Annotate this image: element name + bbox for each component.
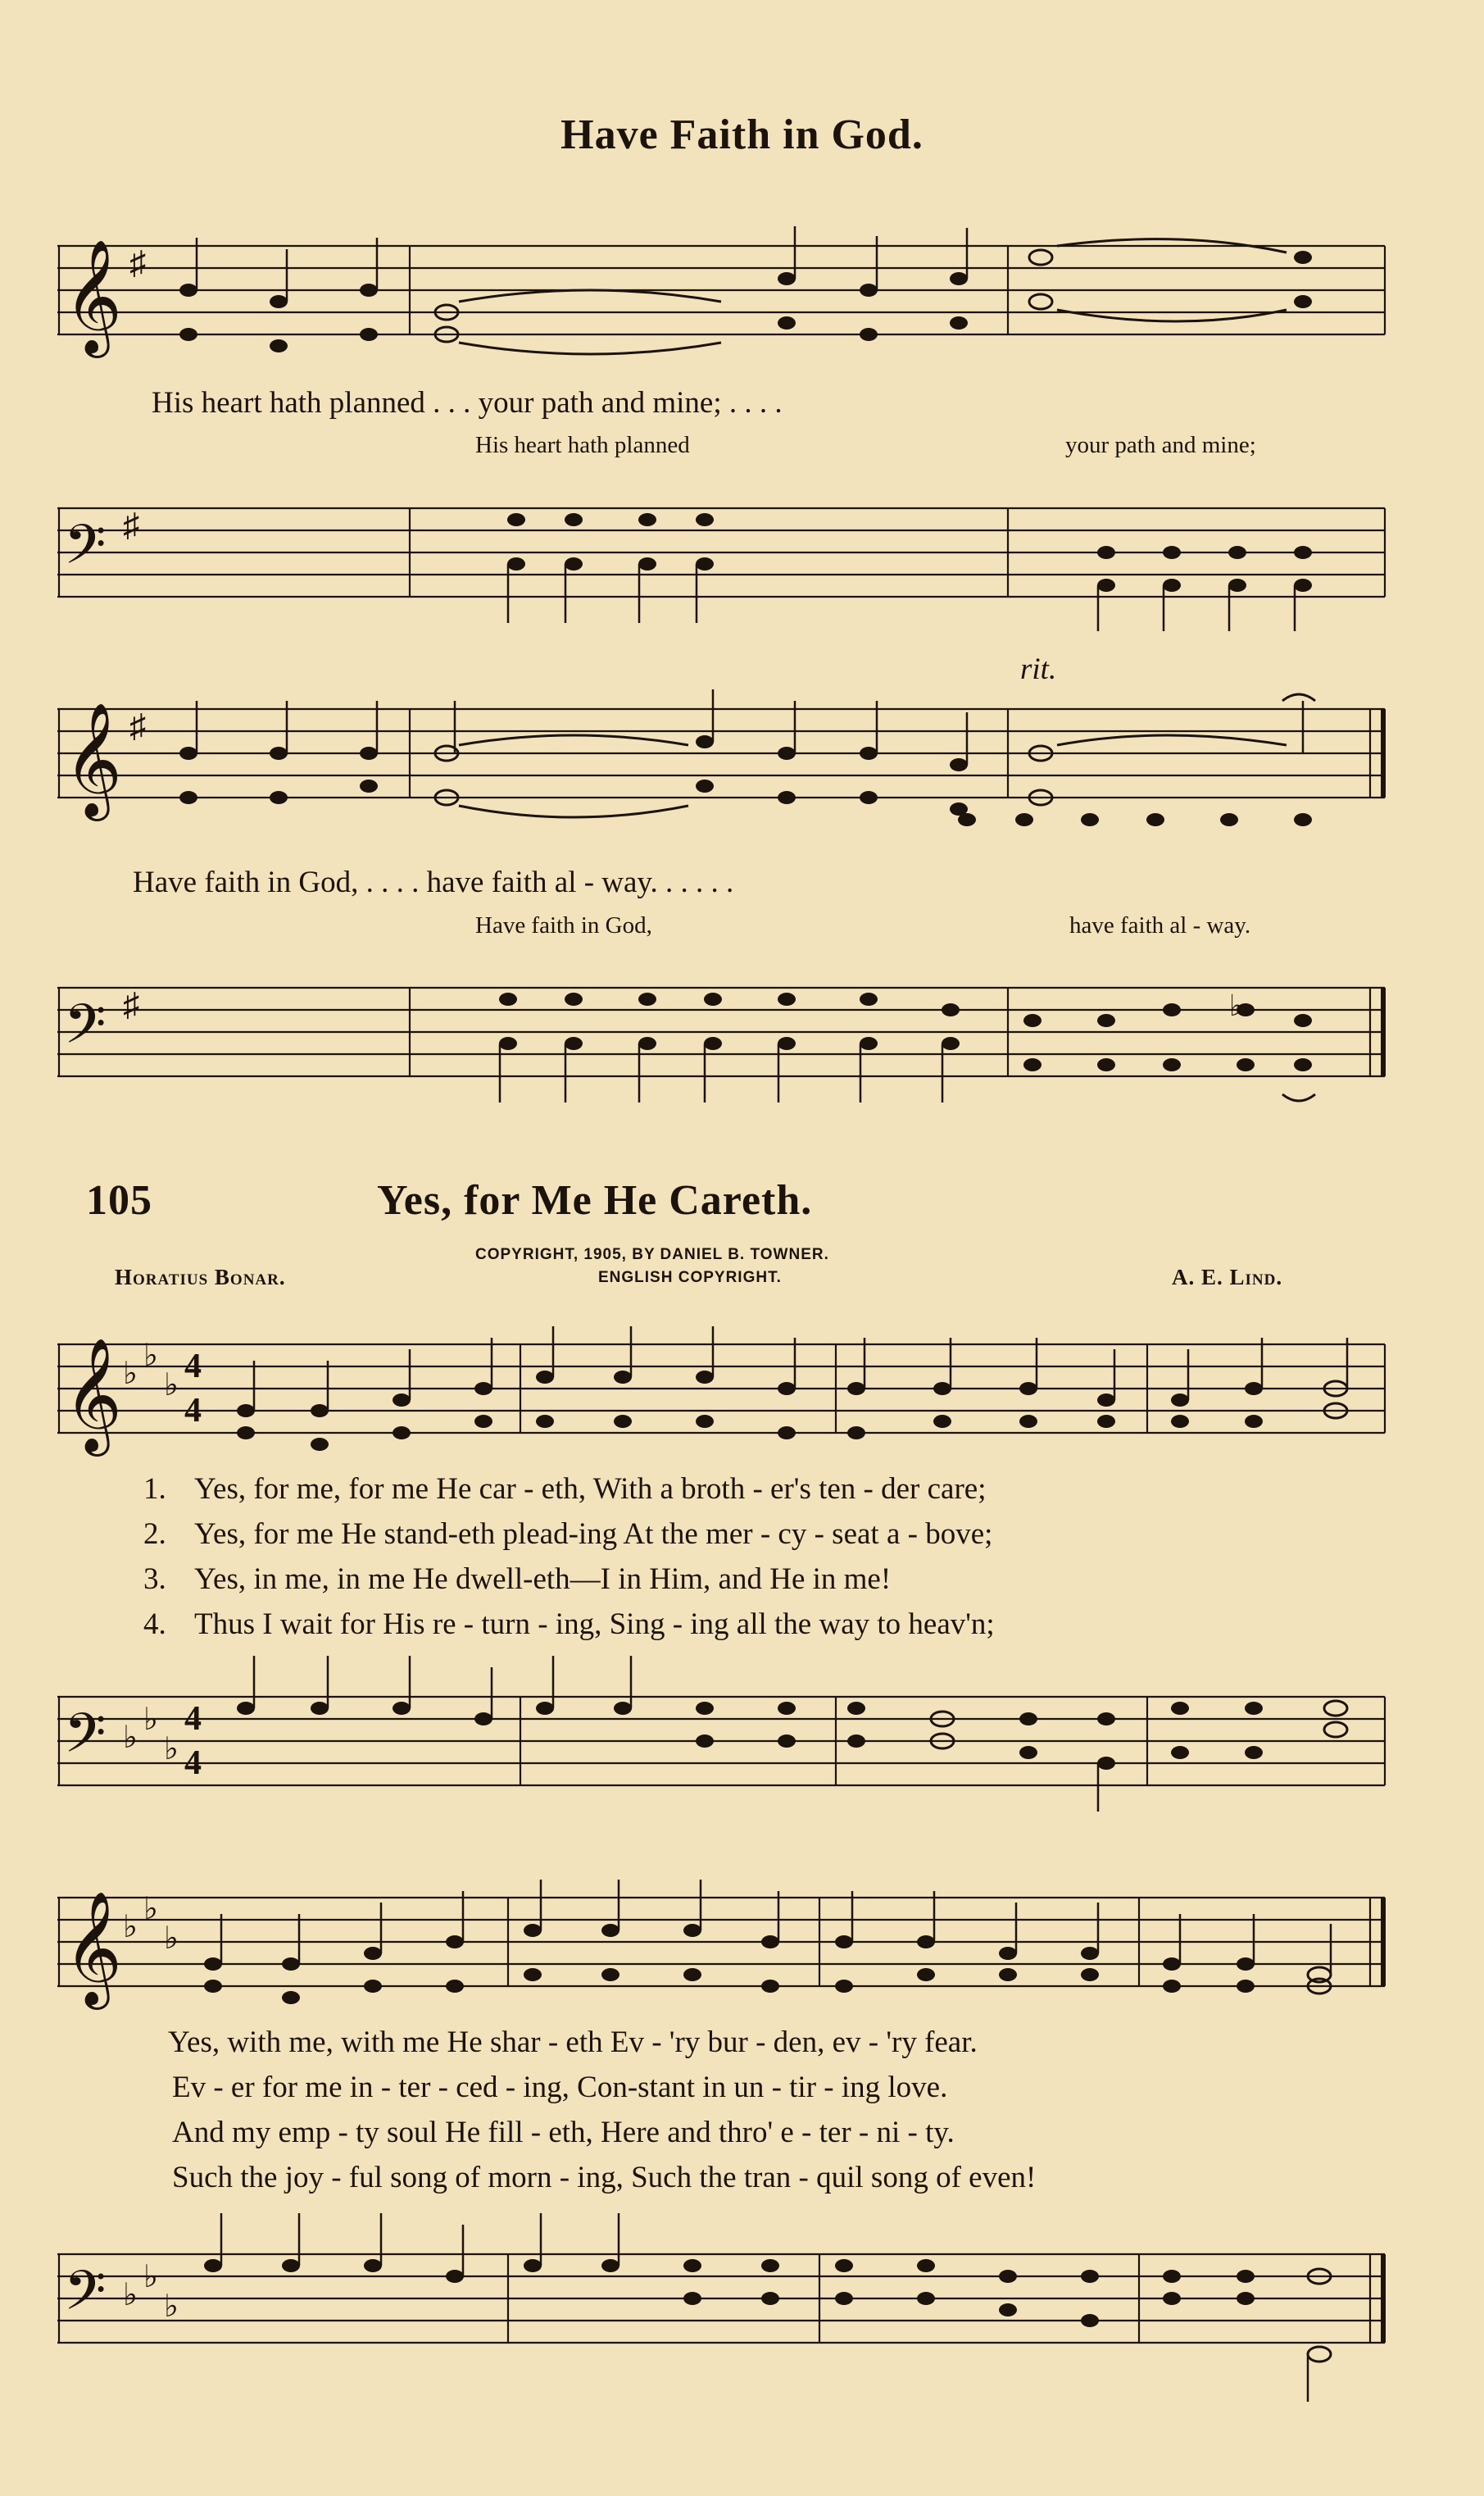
sub-lyric-left-2: Have faith in God, — [475, 912, 652, 939]
svg-text:♯: ♯ — [129, 244, 146, 281]
svg-text:♯: ♯ — [129, 707, 146, 744]
svg-text:♭: ♭ — [123, 2278, 138, 2312]
hymn-title: Yes, for Me He Careth. — [377, 1177, 813, 1224]
svg-text:♭: ♭ — [164, 1368, 179, 1403]
svg-text:♭: ♭ — [164, 1921, 179, 1956]
svg-text:4: 4 — [184, 1744, 202, 1782]
staff-treble-3 — [0, 1336, 1484, 1467]
verse-1-part-2: Yes, with me, with me He shar - eth Ev - 'ry bur - den, ev - 'ry fear. — [168, 2025, 978, 2059]
svg-text:𝄞: 𝄞 — [64, 1894, 122, 2003]
verse-1-part-1: 1. Yes, for me, for me He car - eth, With a broth - er's ten - der care; — [143, 1472, 987, 1506]
svg-text:4: 4 — [184, 1392, 202, 1430]
svg-text:♯: ♯ — [123, 507, 139, 543]
svg-text:♭: ♭ — [143, 1703, 158, 1737]
verse-4-part-2: Such the joy - ful song of morn - ing, Such the tran - quil song of even! — [172, 2161, 1037, 2194]
svg-text:𝄢: 𝄢 — [64, 2262, 107, 2335]
sub-lyric-right-2: have faith al - way. — [1069, 912, 1251, 939]
staff-treble-4 — [0, 1889, 1484, 2021]
svg-text:𝄞: 𝄞 — [64, 705, 122, 814]
svg-text:♭: ♭ — [1229, 989, 1243, 1022]
hymn-title: Have Faith in God. — [560, 111, 924, 158]
verse-4-part-1: 4. Thus I wait for His re - turn - ing, Sing - ing all the way to heav'n; — [143, 1607, 995, 1641]
verse-3-part-2: And my emp - ty soul He fill - eth, Here and thro' e - ter - ni - ty. — [172, 2116, 955, 2149]
hymn-number: 105 — [86, 1177, 152, 1224]
sub-lyric-right-1: your path and mine; — [1065, 432, 1256, 458]
staff-bass-2 — [0, 980, 1484, 1111]
svg-text:♭: ♭ — [143, 1892, 158, 1926]
svg-text:♭: ♭ — [164, 1732, 179, 1766]
copyright-line-1: COPYRIGHT, 1905, BY DANIEL B. TOWNER. — [475, 1246, 829, 1263]
svg-text:4: 4 — [184, 1348, 202, 1385]
svg-text:𝄢: 𝄢 — [64, 516, 107, 589]
svg-text:♭: ♭ — [143, 2260, 158, 2294]
staff-bass-3 — [0, 1689, 1484, 1820]
svg-text:𝄞: 𝄞 — [64, 1340, 122, 1449]
svg-text:𝄢: 𝄢 — [64, 1705, 107, 1777]
svg-text:♭: ♭ — [123, 1357, 138, 1391]
staff-treble-1 — [0, 238, 1484, 369]
svg-text:♭: ♭ — [123, 1910, 138, 1944]
verse-2-part-1: 2. Yes, for me He stand-eth plead-ing At the mer - cy - seat a - bove; — [143, 1517, 993, 1551]
staff-treble-2 — [0, 701, 1484, 832]
staff-bass-1 — [0, 500, 1484, 631]
svg-text:♭: ♭ — [164, 2289, 179, 2324]
lyric-line-2: Have faith in God, . . . . have faith al - way. . . . . . — [133, 866, 734, 899]
composer-credit: A. E. Lind. — [1172, 1265, 1283, 1289]
svg-text:♭: ♭ — [123, 1721, 138, 1755]
verse-2-part-2: Ev - er for me in - ter - ced - ing, Con-stant in un - tir - ing love. — [172, 2071, 948, 2104]
lyric-line-1: His heart hath planned . . . your path and mine; . . . . — [152, 386, 783, 420]
svg-text:♯: ♯ — [123, 986, 139, 1023]
copyright-line-2: ENGLISH COPYRIGHT. — [598, 1269, 782, 1286]
staff-bass-4 — [0, 2246, 1484, 2377]
svg-text:♭: ♭ — [143, 1339, 158, 1373]
rit-marking: rit. — [1020, 652, 1057, 686]
svg-text:4: 4 — [184, 1700, 202, 1738]
verse-3-part-1: 3. Yes, in me, in me He dwell-eth—I in Him, and He in me! — [143, 1562, 892, 1596]
sub-lyric-left-1: His heart hath planned — [475, 432, 690, 458]
author-credit: Horatius Bonar. — [115, 1265, 286, 1289]
svg-text:𝄢: 𝄢 — [64, 996, 107, 1068]
svg-text:𝄞: 𝄞 — [64, 239, 122, 353]
